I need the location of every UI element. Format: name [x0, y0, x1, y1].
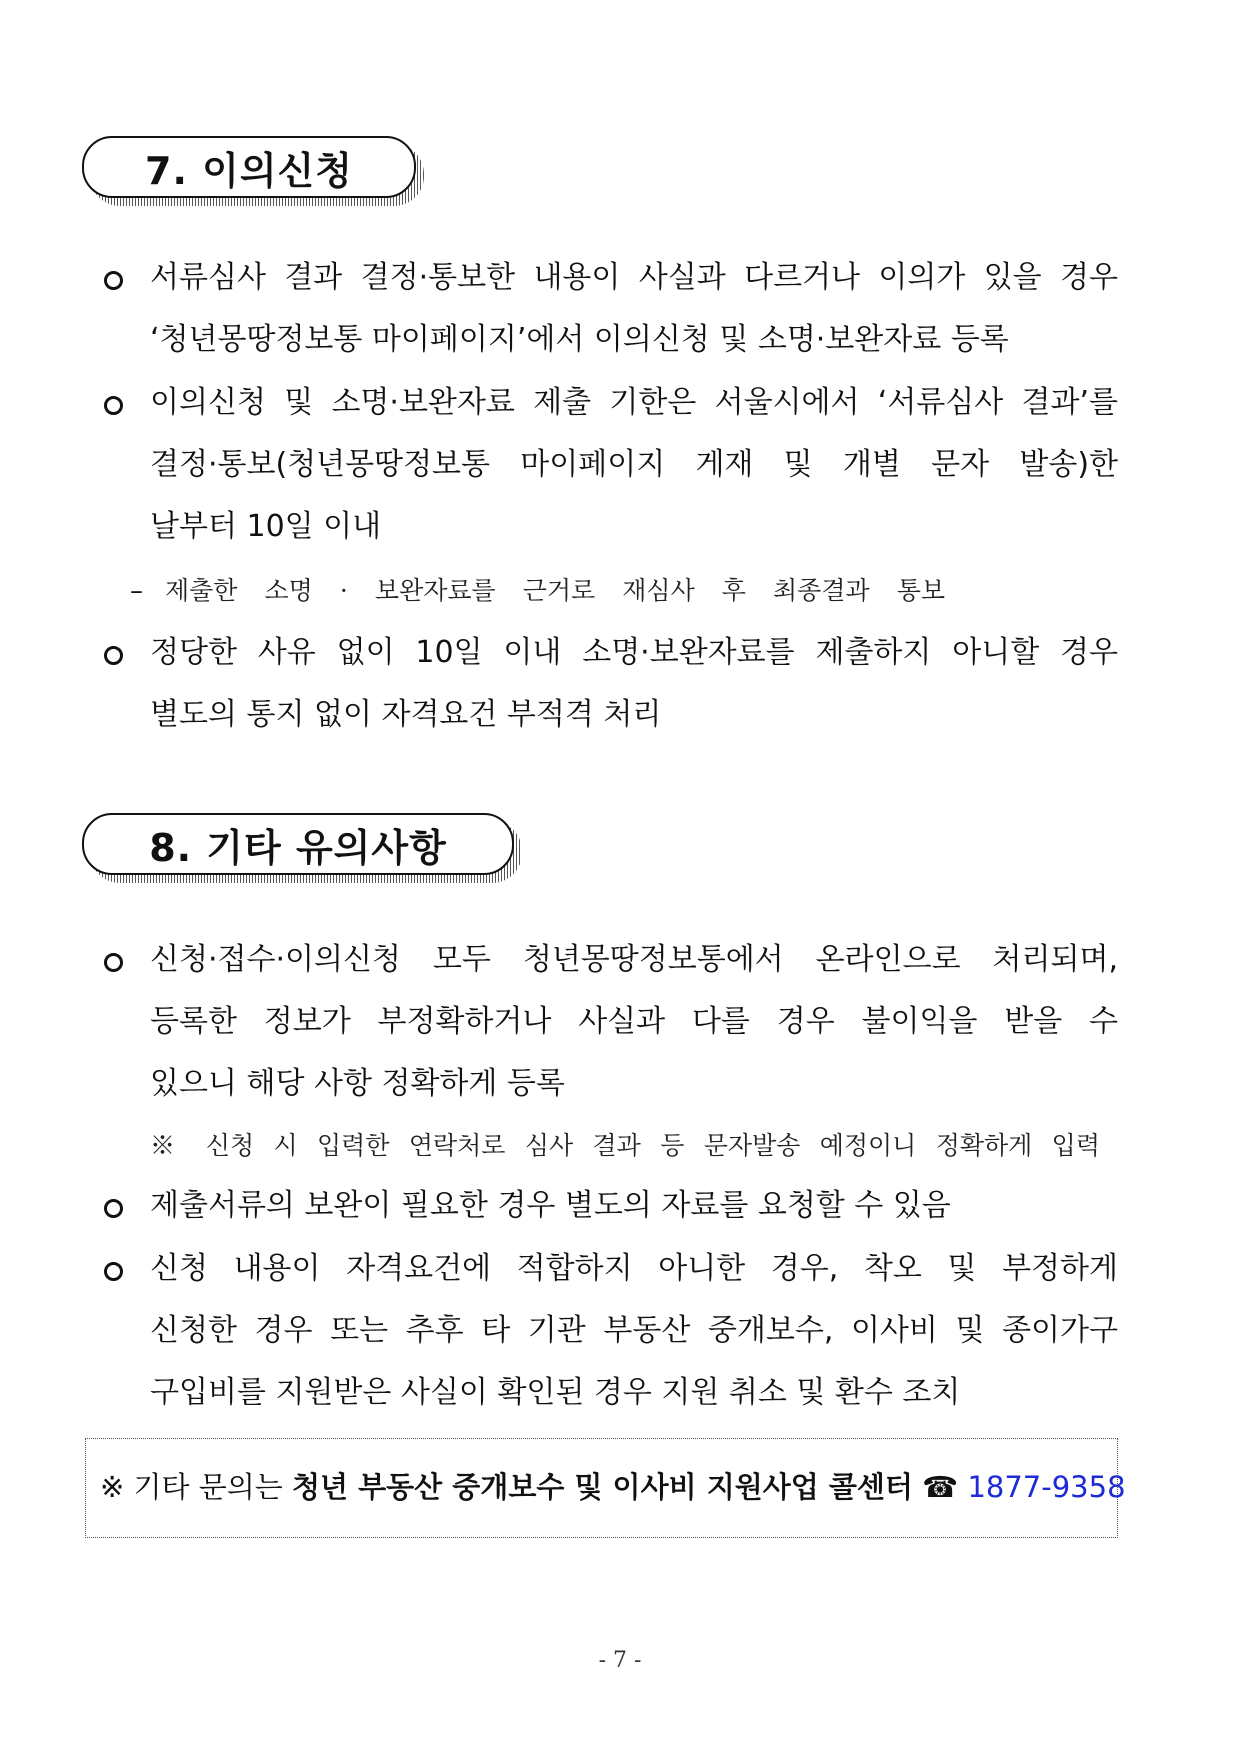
section-8-bullet-3-line-1: 신청 내용이 자격요건에 적합하지 아니한 경우, 착오 및 부정하게	[150, 1251, 1118, 1286]
bullet-icon	[104, 1262, 123, 1281]
contact-phone-number: 1877-9358	[967, 1470, 1126, 1504]
bullet-icon	[104, 646, 123, 665]
section-7-bullet-2-line-3: 날부터 10일 이내	[150, 509, 382, 544]
section-7-bullet-3-line-2: 별도의 통지 없이 자격요건 부적격 처리	[150, 697, 662, 732]
contact-notice-prefix: ※ 기타 문의는	[100, 1470, 283, 1504]
sub-note-dash: –	[130, 576, 143, 606]
bullet-icon	[104, 953, 123, 972]
section-8-title: 8. 기타 유의사항	[149, 825, 447, 870]
section-7-bullet-1-line-1: 서류심사 결과 결정·통보한 내용이 사실과 다르거나 이의가 있을 경우	[150, 260, 1118, 295]
section-7-bullet-2-line-1: 이의신청 및 소명·보완자료 제출 기한은 서울시에서 ‘서류심사 결과’를	[150, 385, 1118, 420]
section-7-title: 7. 이의신청	[145, 148, 353, 193]
bullet-icon	[104, 1199, 123, 1218]
section-8-sub-note: ※ 신청 시 입력한 연락처로 심사 결과 등 문자발송 예정이니 정확하게 입력	[150, 1131, 1100, 1160]
section-8-bullet-1-line-1: 신청·접수·이의신청 모두 청년몽땅정보통에서 온라인으로 처리되며,	[150, 942, 1118, 977]
contact-notice-box	[85, 1438, 1126, 1538]
section-8-bullet-1-line-3: 있으니 해당 사항 정확하게 등록	[150, 1066, 565, 1101]
section-7-bullet-3-line-1: 정당한 사유 없이 10일 이내 소명·보완자료를 제출하지 아니할 경우	[150, 635, 1118, 670]
bullet-icon	[104, 271, 123, 290]
section-8-bullet-3-line-2: 신청한 경우 또는 추후 타 기관 부동산 중개보수, 이사비 및 종이가구	[150, 1313, 1118, 1348]
section-7-bullet-2-line-2: 결정·통보(청년몽땅정보통 마이페이지 게재 및 개별 문자 발송)한	[150, 447, 1118, 482]
section-7-sub-note: 제출한 소명 · 보완자료를 근거로 재심사 후 최종결과 통보	[165, 576, 945, 605]
contact-notice-callcenter: 청년 부동산 중개보수 및 이사비 지원사업 콜센터	[292, 1470, 913, 1504]
section-8-bullet-3-line-3: 구입비를 지원받은 사실이 확인된 경우 지원 취소 및 환수 조치	[150, 1375, 961, 1410]
contact-notice-text	[100, 1467, 1126, 1507]
page-number: - 7 -	[598, 1648, 642, 1673]
section-8-title-box	[82, 813, 514, 875]
section-7-bullet-1-line-2: ‘청년몽땅정보통 마이페이지’에서 이의신청 및 소명·보완자료 등록	[150, 322, 1009, 357]
section-7-title-box	[82, 136, 416, 198]
phone-icon: ☎	[922, 1470, 959, 1504]
bullet-icon	[104, 396, 123, 415]
section-8-bullet-2-line-1: 제출서류의 보완이 필요한 경우 별도의 자료를 요청할 수 있음	[150, 1188, 951, 1223]
section-8-bullet-1-line-2: 등록한 정보가 부정확하거나 사실과 다를 경우 불이익을 받을 수	[150, 1004, 1118, 1039]
